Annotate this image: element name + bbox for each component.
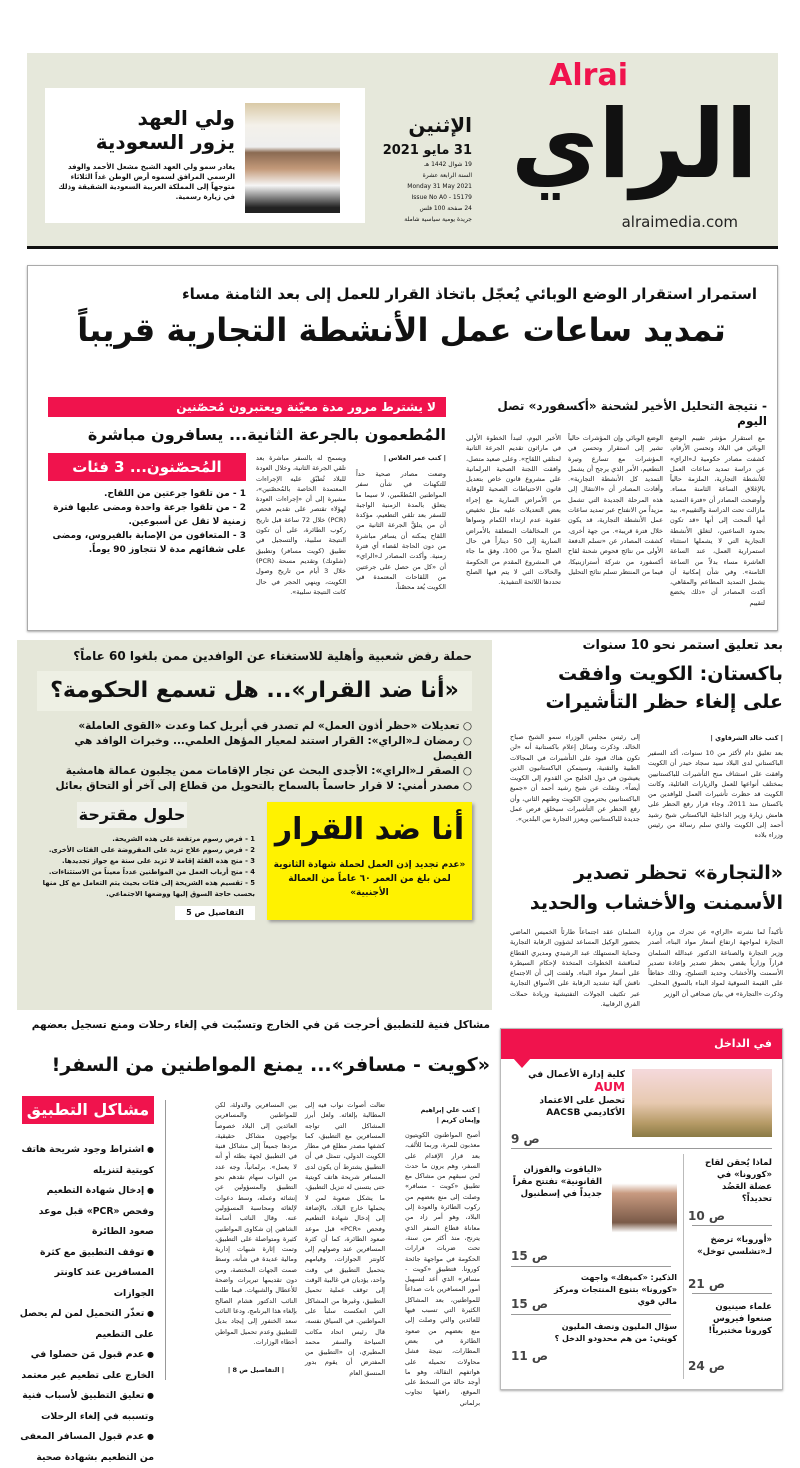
byline: | كتب علي إبراهيم وإيمان كريم | — [420, 1106, 480, 1124]
list-item: 1 - فرض رسوم مرتفعة على هذه الشريحة. — [112, 835, 255, 843]
headline-line: على إلغاء حظر التأشيرات — [545, 691, 783, 713]
article-column: ويسمح له بالسفر مباشرة بعد تلقي الجرعة الثانية، وخلال العودة للبلاد تُطبّق عليه الإجراءات المعتمدة الخاصة بالمُحصّنين»، مشيرة إلى أن «إجراءات العودة لهؤلاء تقتصر على تقديم فحص (PCR) خلال 72 ساعة قبل تاريخ ركوب الطائرة، على أن تكون النتيجة سلبية، والتسجيل في تطبيق (كويت مسافر) وتطبيق (شلونك) وتقديم مسحة (PCR) خلال 3 أيام من تاريخ وصول الكويت، وينهي الحجر في حال كانت النتيجة سلبية». — [256, 454, 346, 596]
list-item: 1 - من تلقوا جرعتين من اللقاح. — [104, 489, 246, 499]
expats-question: حملة رفض شعبية وأهلية للاستغناء عن الوافدين ممن بلغوا 60 عاماً؟ — [73, 649, 472, 663]
divider — [511, 1148, 772, 1149]
list-item: 2 - من تلقوا جرعة واحدة ومضى عليها فترة زمنية لا تقل عن أسبوعين. — [53, 503, 246, 527]
lead-subheadline: استمرار استقرار الوضع الوبائي يُعجّل باتخاذ القرار للعمل إلى بعد الثامنة مساء — [182, 285, 757, 303]
hijri-date: 19 شوال 1442 هـ — [424, 161, 472, 168]
person-photo — [612, 1154, 677, 1252]
travel-subheadline: مشاكل فنية للتطبيق أحرجت مَن في الخارج وتسبّبت في إلغاء رحلات ومنع تسجيل بعضهم — [31, 1019, 490, 1031]
page-ref: ص 10 — [688, 1209, 726, 1223]
year: السنة الرابعة عشرة — [422, 172, 472, 179]
column-divider — [683, 1154, 684, 1379]
item-text: تحصل على الاعتماد الأكاديمي AACSB — [539, 1096, 625, 1118]
solutions-title: حلول مقترحة — [77, 802, 187, 828]
page-ref: ص 15 — [511, 1297, 549, 1311]
page-ref: ص 24 — [688, 1359, 726, 1373]
issue: Issue No A0 - 15179 — [411, 194, 472, 201]
solutions — [37, 802, 255, 920]
page-ref: ص 9 — [511, 1132, 540, 1146]
expats-headline[interactable]: «أنا ضد القرار»... هل تسمع الحكومة؟ — [37, 671, 472, 711]
lead-headline[interactable]: تمديد ساعات عمل الأنشطة التجارية قريباً — [77, 311, 726, 349]
byline: | كتب خالد الشرقاوي | — [710, 734, 783, 742]
inside-item[interactable]: «الياقوت والفوزان القانونية» تفتتح مقراً جديداً في إسطنبول — [512, 1165, 602, 1199]
column-divider — [165, 1100, 166, 1380]
feature-title-2: يزور السعودية — [95, 130, 235, 154]
date: 31 مايو 2021 — [382, 143, 472, 158]
inside-item[interactable]: سؤال المليون ونصف المليون كويتي: من هم محدودو الدخل ؟ — [554, 1322, 677, 1343]
article-column: تأكيداً لما نشرته «الراي» عن تحرك من وزارة التجارة لمواجهة ارتفاع أسعار مواد البناء، أصدر وزير التجارة والصناعة الدكتور عبدالله السلمان قراراً وزارياً يقضي بحظر تصدير وإعادة تصدير الأسمنت والأخشاب وحديد التسليح، وذلك حفاظاً على القيمة السوقية لمواد البناء بالسوق المحلي. وذكرت «التجارة» في بيان صحافي أن الوزير — [648, 928, 783, 998]
logo[interactable]: الراي — [511, 90, 758, 200]
feature-text: يغادر سمو ولي العهد الشيخ مشعل الأحمد والوفد الرسمي المرافق لسموه أرض الوطن غداً الثلاثاء متوجهاً إلى المملكة العربية السعودية الشقيقة وذلك في زيارة رسمية. — [58, 163, 235, 201]
headline-line: باكستان: الكويت وافقت — [558, 663, 783, 685]
item-text: كلية إدارة الأعمال في — [528, 1070, 625, 1080]
weekday: الإثنين — [408, 113, 472, 137]
masthead — [27, 53, 778, 246]
bullet-item: ○ رمضان لـ«الراي»: القرار استند لمعيار المؤهل العلمي... وخبرات الوافد هي الفيصل — [37, 734, 472, 764]
details-link[interactable]: | التفاصيل ص 8 | — [227, 1366, 285, 1374]
inside-item[interactable]: علماء صينيون صنعوا فيروس كورونا مختبرياً! — [708, 1302, 772, 1336]
campaign-card — [267, 802, 472, 920]
list-item: ● عدم قبول المسافر المعفى من التطعيم بشهادة صحية — [14, 1427, 154, 1468]
list-item: ● تعليق التطبيق لأسباب فنية وتسببه في إلغاء الرحلات — [14, 1386, 154, 1427]
article-column: وضعت مصادر صحية حداً للتكهنات في شأن سفر المواطنين المُطعّمين، لا سيما ما يتعلق بالمدة الزمنية الواجبة للسفر بعد تلقي التطعيم، مؤكدة أن من يتلقَّ الجرعة الثانية من اللقاح يمكنه أن يسافر مباشرة من دون الحاجة لقضاء أي فترة زمنية. وأكدت المصادر لـ«الراي» أن «كل من حصل على جرعتين من اللقاحات المعتمدة في الكويت يُعد محصّناً، — [356, 470, 446, 592]
vaccination-story — [48, 397, 446, 625]
divider — [511, 1266, 671, 1267]
divider — [692, 1225, 772, 1226]
article-column: تعالت أصوات نواب فيه إلى المطالبة بإلغائه. ولعل أبرز المشاكل التي تواجه المسافرين مع التطبيق، كما كشفها مصدر مطلع في مطار الكويت الدولي، تتمثل في أن التطبيق يشترط أن يكون لدى المسافر شريحة هاتف كويتية حتى يتسنى له تنزيل التطبيق، ما يشكل صعوبة لمن لا يحملها خارج البلاد، بالإضافة إلى إدخال شهادة التطعيم وفحص «PCR» قبل موعد صعود الطائرة، كما أن كثرة المسافرين عند وصولهم إلى كاونتر الجوازات، وقيامهم بتحميل التطبيق في وقت واحد، يؤديان في غالبية الوقت إلى توقف عملية تحميل التطبيق، وغيرها من المشاكل التي انعكست سلباً على المواطنين. في السياق نفسه، قال رئيس اتحاد مكاتب السياحة والسفر محمد المطيري، إن «التطبيق من المفترض أن يقوم بدور المنسق العام — [305, 1101, 386, 1377]
campaign-title: أنا ضد القرار — [274, 812, 465, 847]
feature-crown-prince[interactable] — [45, 88, 365, 223]
date-block — [372, 113, 472, 224]
campus-photo — [632, 1069, 772, 1137]
aum-accent: AUM — [594, 1080, 625, 1094]
inside-item[interactable]: لماذا يُحقن لقاح «كورونا» في عضلة العَضُد تحديداً؟ — [705, 1158, 772, 1204]
vacc-categories — [48, 453, 246, 619]
expats-section — [17, 640, 492, 1010]
article-column: مع استقرار مؤشر تقييم الوضع الوبائي في البلاد وتحسن الأرقام، كشفت مصادر حكومية لـ«الراي» عن دراسة تمديد ساعات العمل للأنشطة التجارية، الملزمة حالياً بالإغلاق الساعة الثامنة مساء. وأوضحت المصادر أن «فترة التمديد مازالت تحت الدراسة والتقييم»، بيد أنها ألمحت إلى أنها «قد تكون بحدود الساعتين، لتغلق الأنشطة التجارية التي لا يشملها استثناء استمرارية العمل، عند الساعة العاشرة مساء بدلاً من الساعة الثامنة». وفي شأن إمكانية أن يشمل التمديد المطاعم والمقاهي، أكدت المصادر أن «ذلك يخضع لتقييم — [670, 434, 765, 607]
divider — [511, 1314, 671, 1315]
inside-item[interactable] — [515, 1069, 625, 1119]
page-ref: ص 21 — [688, 1277, 726, 1291]
article-column: إلى رئيس مجلس الوزراء سمو الشيخ صباح الخالد. وذكرت وسائل إعلام باكستانية أنه «لن تكون هناك قيود على التأشيرات في المجالات الطبية والتقنية، وسيتمكن الباكستانيون الذين يعيشون في دول الخليج من القدوم إلى الكويت أيضاً». ونقلت عن شيخ رشيد أحمد أن «جميع الباكستانيين يحترمون الكويت وطنهم الثاني، وأن رفع الحظر عن التأشيرات سيخلق فرص عمل جديدة للباكستانيين ويعزز التجارة بين البلدين». — [510, 733, 640, 824]
vacc-body — [48, 453, 446, 619]
list-item: 5 - تقسيم هذه الشريحة إلى فئات بحيث يتم التعامل مع كل منها بحسب حاجة السوق إليها ووضعها الاجتماعي. — [42, 879, 255, 898]
article-column: السلمان عقد اجتماعاً طارئاً الخميس الماضي بحضور الوكيل المساعد لشؤون الرقابة التجارية وحماية المستهلك عبد الرشيدي ومديري القطاع لمناقشة الخطوات المتخذة لإحكام السيطرة على أسعار مواد البناء. ولفتت إلى أن الاجتماع ناقش آلية تشديد الرقابة على الأسواق التجارية عبر تكثيف الجولات التفتيشية وزيادة حملات الفرق الرقابية. — [510, 928, 640, 1009]
pakistan-kicker: بعد تعليق استمر نحو 10 سنوات — [582, 638, 783, 653]
article-column: الأخير اليوم، لتبدأ الخطوة الأولى في ماراثون تقديم الجرعة الثانية لمتلقي اللقاح». وعلى صعيد متصل، وافقت اللجنة الصحية البرلمانية على مشروع قانون خاص بتعديل قانون الاحتياطات الصحية للوقاية من الأمراض السارية مع إجراء بعض التعديلات عليه مثل تخفيض عقوبة عدم ارتداء الكمام وسواها من المخالفات المتعلقة بالأمراض السارية إلى 50 ديناراً في حال الصلح بدلاً من 100، وفق ما جاء في المشروع المقدم من الحكومة والحالات التي لا يتم فيها الصلح تحددها اللائحة التنفيذية. — [466, 434, 562, 587]
vacc-box-title: المُحصّنون... 3 فئات — [48, 453, 246, 481]
trade-headline[interactable] — [500, 858, 783, 918]
list-item: 3 - المتعافون من الإصابة بالفيروس، ومضى على شفائهم مدة لا تتجاوز 90 يوماً. — [52, 531, 246, 555]
article-column: بين المسافرين والدولة، لكن للمواطنين والمسافرين العائدين إلى البلاد خصوصاً يواجهون مشاكل حقيقية، مردها جميعاً إلى مشاكل فنية في التطبيق لجهة بطئه أو أنه لا يعمل». برلمانياً، وجه عدد من النواب سهام نقدهم نحو التطبيق والمسؤولين عن إنشائه وعمله، وسط دعوات لإلغائه ومحاسبة المسؤولين عنه. وقال النائب أسامة الشاهين إن شكاوى المواطنين كثيرة ومتواصلة على التطبيق، وتمت إثارة شبهات إدارية ومالية عديدة في شأنه، وسط صمت الجهات المختصة، ومن دون تقديمها تبريرات واضحة للأعطال والشبهات. فيما طلب النائب الدكتور هشام الصالح بإلغاء هذا البرنامج، ودعا النائب سعد الخنفور إلى إيجاد بديل للتطبيق وعدم تحميل المواطن أخطاء الوزارات. — [215, 1101, 297, 1346]
feature-title-1: ولي العهد — [137, 106, 235, 130]
inside-box — [500, 1028, 783, 1390]
list-item: 3 - منح هذه الفئة إقامة لا تزيد على سنة مع جواز تجديدها. — [62, 857, 255, 865]
problems-list — [14, 1140, 154, 1468]
solutions-list — [37, 834, 255, 900]
pakistan-headline[interactable] — [500, 660, 783, 716]
bullet-item: ○ الصقر لـ«الراي»: الأجدى البحث عن تجار الإقامات ممن يجلبون عمالة هامشية — [37, 764, 472, 779]
crown-prince-photo — [245, 103, 340, 213]
divider — [692, 1293, 772, 1294]
vacc-column-1 — [356, 453, 446, 619]
page-ref: ص 15 — [511, 1249, 549, 1263]
logo-latin: Alrai — [549, 58, 628, 93]
bullet-item: ○ تعديلات «حظر أذون العمل» لم تصدر في أبريل كما وعدت «القوى العاملة» — [37, 719, 472, 734]
list-item: ● اشتراط وجود شريحة هاتف كويتية لتنزيله — [14, 1140, 154, 1181]
inside-item[interactable]: الذكير: «كميفك» واجهت «كورونا» بتنوع المنتجات ومركز مالي قوي — [554, 1273, 677, 1306]
lead-kicker: - نتيجة التحليل الأخير لشحنة «أكسفورد» تصل اليوم — [497, 399, 767, 428]
tagline: جريدة يومية سياسية شاملة — [404, 216, 472, 223]
byline: | كتب عمر العلاس | — [383, 454, 446, 462]
inside-item[interactable]: «أوروبا» ترضخ لـ«تشلسي توخل» — [697, 1235, 772, 1257]
bullet-item: ○ مصدر أمني: لا قرار حاسماً بالسماح بالتحويل من قطاع إلى آخر أو التحاق بعائل — [37, 779, 472, 794]
problems-title: مشاكل التطبيق — [22, 1096, 154, 1124]
inside-title: في الداخل — [501, 1029, 782, 1059]
list-item: ● تعذّر التحميل لمن لم يحصل على التطعيم — [14, 1304, 154, 1345]
pages-price: 24 صفحة 100 فلس — [419, 205, 472, 212]
vacc-list — [48, 487, 246, 557]
lead-story — [27, 265, 778, 631]
article-column: أصبح المواطنون الكويتيون معذبون للمرة، وربما للألف، بعد قرار الإقدام على السفر، وهم يرون ما حدث لمن سبقهم من مشاكل مع تطبيق «كويت - مسافر» وصلت إلى منع بعضهم من ركوب الطائرة والعودة إلى البلاد، وهو أمر زاد من معاناة قطاع السفر الذي يترنح، منذ أكثر من سنة، تحت ضربات قرارات الحكومة في مواجهة جائحة كورونا. فتطبيق «كويت - مسافر» الذي أُعد لتسهيل أمور المسافرين بات صداعاً للمواطنين، بعد المشاكل الكثيرة التي تسبب فيها للعائدين والتي وصلت إلى منع بعضهم من صعود الطائرة في بعض المطارات، نتيجة فشل محاولات تحميله على هواتفهم النقالة، وهو ما أوجد حالة من السخط على الموقع، رافقها تجاوب برلماني — [405, 1131, 480, 1407]
divider — [27, 246, 778, 249]
campaign-quote: «عدم تجديد إذن العمل لحملة شهادة الثانوية لمن بلغ من العمر ٦٠ عاماً من العمالة الأجنبية» — [273, 860, 466, 898]
travel-headline[interactable]: «كويت - مسافر»... يمنع المواطنين من السفر! — [51, 1054, 490, 1076]
pointer-icon — [513, 1058, 531, 1068]
website-link[interactable]: alraimedia.com — [621, 213, 738, 231]
page-ref: ص 11 — [511, 1349, 549, 1363]
vacc-banner: لا يشترط مرور مدة معيّنة ويعتبرون مُحصّنين — [48, 397, 446, 417]
date-en: Monday 31 May 2021 — [407, 183, 472, 190]
headline-line: الأسمنت والأخشاب والحديد — [529, 892, 783, 914]
expats-bullets — [37, 719, 472, 794]
list-item: ● عدم قبول مَن حصلوا في الخارج على تطعيم غير معتمد — [14, 1345, 154, 1386]
list-item: ● توقف التطبيق مع كثرة المسافرين عند كاونتر الجوازات — [14, 1243, 154, 1305]
vacc-headline[interactable]: المُطعمون بالجرعة الثانية... يسافرون مباشرة — [87, 425, 446, 444]
list-item: ● إدخال شهادة التطعيم وفحص «PCR» قبل موعد صعود الطائرة — [14, 1181, 154, 1243]
article-column: بعد تعليق دام لأكثر من 10 سنوات، أكد السفير الباكستاني لدى البلاد سيد سجاد حيدر أن الكويت وافقت على استئناف منح التأشيرات للباكستانيين بمختلف أنواعها للعمل والزيارات العائلية، وكانت الكويت قد حظرت تأشيرات العمل للوافدين من باكستان منذ 2011، وجاء قرار رفع الحظر على هامش زيارة وزير الداخلية الباكستاني شيخ رشيد أحمد إلى الكويت والذي سلم رسالة من رئيس وزراء بلاده — [648, 749, 783, 840]
details-link[interactable]: التفاصيل ص 5 — [175, 906, 255, 920]
article-column: الوضع الوبائي وإن المؤشرات حالياً تشير إلى استقرار وتحسن في المؤشرات مع تسارع وتيرة التطعيم، الأمر الذي يرجح أن يشمل التمديد كل الأنشطة التجارية». وأفادت المصادر أن «الانتقال إلى هذه المرحلة الجديدة التي تشمل مزيداً من الانفتاح عبر تمديد ساعات عمل الأنشطة التجارية، قد يكون خلال فترة قريبة». من جهة أخرى، كشفت المصادر عن «تسلم الدفعة الأولى من نتائج فحوص شحنة لقاح أكسفورد من شركة أسترازينيكا، فيما من المنتظر تسلم نتائج التحليل — [568, 434, 663, 576]
headline-line: «التجارة» تحظر تصدير — [573, 862, 783, 884]
list-item: 4 - منح أرباب العمل من المواطنين عدداً معيناً من الاستثناءات. — [48, 868, 255, 876]
list-item: 2 - فرض رسوم علاج تزيد على المفروضة على الفئات الأخرى. — [48, 846, 255, 854]
expats-bottom — [37, 802, 472, 920]
